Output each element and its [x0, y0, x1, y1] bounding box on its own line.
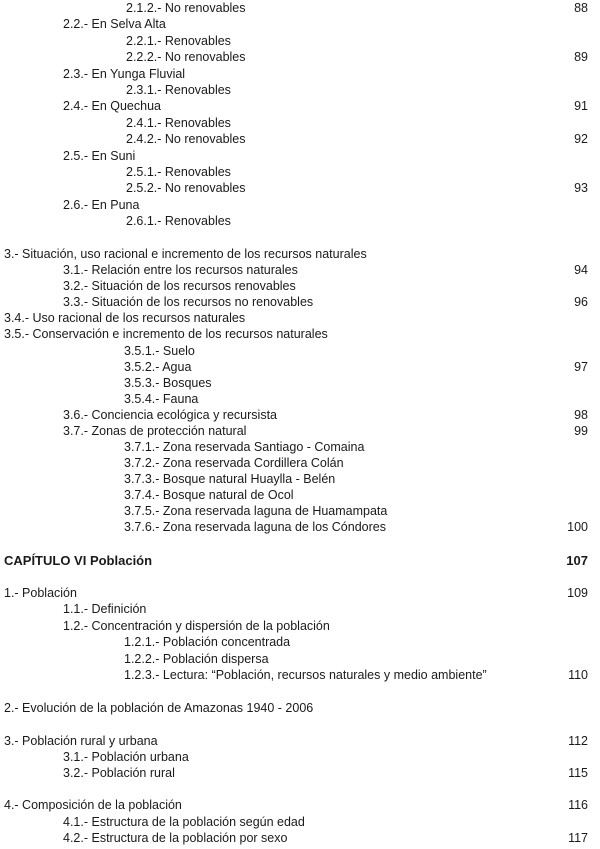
- toc-entry-text: 3.2.- Situación de los recursos renovables: [63, 279, 296, 293]
- toc-entry: [0, 359, 600, 375]
- toc-entry-page: 110: [568, 668, 588, 682]
- toc-entry-text: 4.1.- Estructura de la población según edad: [63, 815, 305, 829]
- toc-entry-text: 2.1.2.- No renovables: [126, 1, 246, 15]
- toc-entry: [0, 197, 600, 213]
- toc-entry-page: 97: [574, 360, 588, 374]
- toc-entry-text: 3.7.5.- Zona reservada laguna de Huamampata: [124, 504, 388, 518]
- toc-entry: [0, 82, 600, 98]
- toc-entry: [0, 487, 600, 503]
- toc-entry-text: 1.- Población: [4, 586, 77, 600]
- toc-entry-page: 109: [567, 586, 588, 600]
- toc-entry-page: 98: [574, 408, 588, 422]
- toc-entry-text: 3.1.- Relación entre los recursos naturales: [63, 263, 298, 277]
- toc-entry-page: 89: [574, 50, 588, 64]
- toc-entry-text: 4.- Composición de la población: [4, 798, 182, 812]
- toc-entry-text: 3.5.2.- Agua: [124, 360, 192, 374]
- toc-entry: [0, 343, 600, 359]
- toc-entry: [0, 700, 600, 716]
- toc-entry: [0, 294, 600, 310]
- toc-entry-text: 3.7.2.- Zona reservada Cordillera Colán: [124, 456, 344, 470]
- toc-entry-text: 2.3.1.- Renovables: [126, 83, 231, 97]
- toc-entry: [0, 375, 600, 391]
- toc-entry-text: 3.- Situación, uso racional e incremento de los recursos naturales: [4, 247, 367, 261]
- toc-entry: [0, 733, 600, 749]
- toc-entry-text: 3.5.4.- Fauna: [124, 392, 199, 406]
- toc-entry: [0, 830, 600, 846]
- toc-entry-text: 3.7.3.- Bosque natural Huaylla - Belén: [124, 472, 336, 486]
- toc-entry-text: 1.1.- Definición: [63, 602, 147, 616]
- toc-entry-text: 1.2.1.- Población concentrada: [124, 635, 291, 649]
- toc-entry-page: 94: [574, 263, 588, 277]
- toc-entry-text: 3.1.- Población urbana: [63, 750, 189, 764]
- toc-entry-text: 3.6.- Conciencia ecológica y recursista: [63, 408, 277, 422]
- toc-entry-text: 2.2.1.- Renovables: [126, 34, 231, 48]
- toc-entry-page: 117: [568, 831, 588, 845]
- toc-entry-page: 93: [574, 181, 588, 195]
- toc-entry-text: 2.4.2.- No renovables: [126, 132, 246, 146]
- toc-entry-text: 3.5.1.- Suelo: [124, 344, 195, 358]
- toc-entry: [0, 66, 600, 82]
- toc-entry-text: 2.- Evolución de la población de Amazonas 1940 - 2006: [4, 701, 314, 715]
- toc-entry-text: 2.4.1.- Renovables: [126, 116, 231, 130]
- toc-entry: [0, 423, 600, 439]
- toc-entry-text: 3.7.- Zonas de protección natural: [63, 424, 247, 438]
- toc-entry-text: 3.- Población rural y urbana: [4, 734, 158, 748]
- toc-entry: [0, 213, 600, 229]
- toc-entry-text: 1.2.2.- Población dispersa: [124, 652, 269, 666]
- toc-entry: [0, 797, 600, 813]
- toc-entry: [0, 326, 600, 342]
- toc-entry: [0, 0, 600, 16]
- toc-entry: [0, 634, 600, 650]
- toc-entry-text: 3.3.- Situación de los recursos no renovables: [63, 295, 314, 309]
- toc-entry: [0, 667, 600, 683]
- toc-entry: [0, 33, 600, 49]
- toc-entry-text: 2.6.- En Puna: [63, 198, 140, 212]
- toc-entry-text: 2.2.- En Selva Alta: [63, 17, 166, 31]
- toc-entry-text: 4.2.- Estructura de la población por sexo: [63, 831, 288, 845]
- toc-entry-page: 99: [574, 424, 588, 438]
- toc-entry: [0, 49, 600, 65]
- toc-entry-text: 1.2.- Concentración y dispersión de la población: [63, 619, 330, 633]
- toc-entry: [0, 749, 600, 765]
- toc-entry: [0, 651, 600, 667]
- toc-entry-text: 3.4.- Uso racional de los recursos naturales: [4, 311, 246, 325]
- toc-entry-page: 112: [568, 734, 588, 748]
- chapter-title: CAPÍTULO VI Población: [4, 553, 153, 568]
- toc-entry: [0, 115, 600, 131]
- chapter-page: 107: [566, 553, 588, 568]
- toc-entry: [0, 455, 600, 471]
- toc-entry: [0, 471, 600, 487]
- toc-entry: [0, 765, 600, 781]
- toc-entry-text: 3.7.1.- Zona reservada Santiago - Comaina: [124, 440, 365, 454]
- toc-entry-text: 1.2.3.- Lectura: “Población, recursos naturales y medio ambiente”: [124, 668, 487, 682]
- toc-entry-page: 88: [574, 1, 588, 15]
- toc-entry: [0, 180, 600, 196]
- toc-entry: [0, 131, 600, 147]
- toc-entry: [0, 391, 600, 407]
- toc-entry-text: 3.5.- Conservación e incremento de los recursos naturales: [4, 327, 328, 341]
- toc-entry: [0, 164, 600, 180]
- toc-entry: [0, 503, 600, 519]
- toc-entry-page: 115: [568, 766, 588, 780]
- toc-entry-page: 96: [574, 295, 588, 309]
- toc-entry: [0, 148, 600, 164]
- toc-entry: [0, 98, 600, 114]
- toc-entry-text: 2.5.1.- Renovables: [126, 165, 231, 179]
- toc-entry: [0, 407, 600, 423]
- toc-entry-text: 2.5.- En Suni: [63, 149, 136, 163]
- toc-entry-text: 2.3.- En Yunga Fluvial: [63, 67, 186, 81]
- toc-entry-page: 116: [568, 798, 588, 812]
- toc-entry: [0, 601, 600, 617]
- toc-entry: [0, 310, 600, 326]
- toc-entry-text: 2.2.2.- No renovables: [126, 50, 246, 64]
- toc-entry: [0, 618, 600, 634]
- toc-entry-page: 100: [567, 520, 588, 534]
- toc-entry-text: 2.4.- En Quechua: [63, 99, 161, 113]
- chapter-heading: [0, 553, 600, 569]
- toc-entry-text: 2.6.1.- Renovables: [126, 214, 231, 228]
- toc-entry-text: 3.7.6.- Zona reservada laguna de los Cóndores: [124, 520, 386, 534]
- toc-entry-page: 91: [574, 99, 588, 113]
- toc-entry-text: 2.5.2.- No renovables: [126, 181, 246, 195]
- toc-entry: [0, 814, 600, 830]
- toc-entry: [0, 585, 600, 601]
- toc-entry-text: 3.5.3.- Bosques: [124, 376, 212, 390]
- toc-entry: [0, 439, 600, 455]
- toc-entry: [0, 262, 600, 278]
- toc-entry: [0, 278, 600, 294]
- toc-entry: [0, 519, 600, 535]
- toc-entry-text: 3.7.4.- Bosque natural de Ocol: [124, 488, 294, 502]
- toc-entry: [0, 246, 600, 262]
- toc-entry-text: 3.2.- Población rural: [63, 766, 175, 780]
- toc-entry: [0, 16, 600, 32]
- toc-entry-page: 92: [574, 132, 588, 146]
